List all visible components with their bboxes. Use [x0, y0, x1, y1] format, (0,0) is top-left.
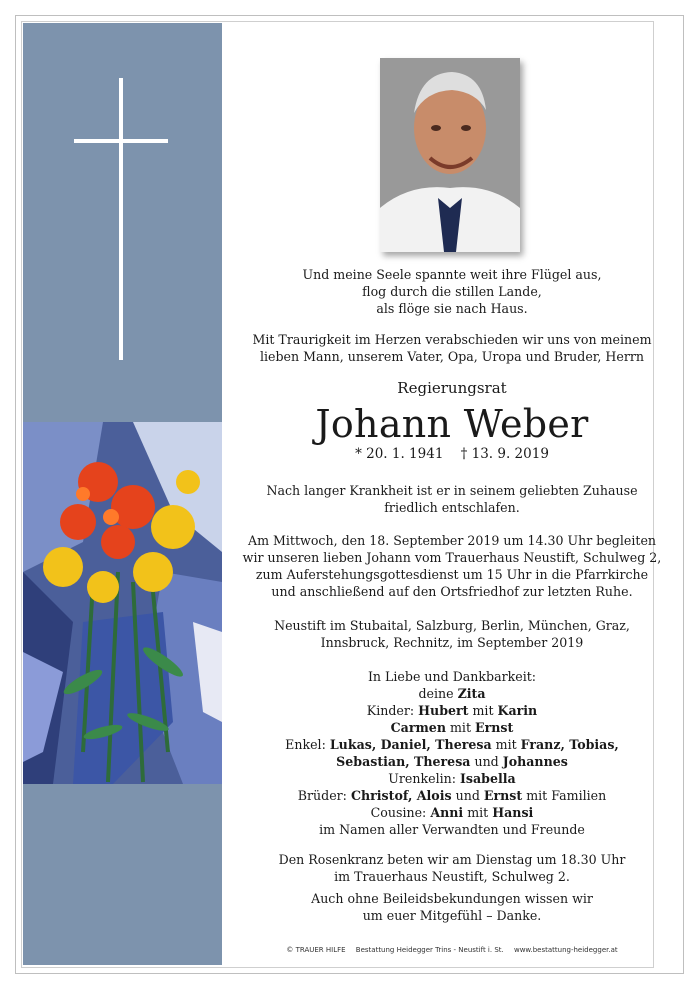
honorific-title: Regierungsrat [397, 379, 507, 397]
mourners-grandchildren-1: Enkel: Lukas, Daniel, Theresa mit Franz, Tobias, [285, 737, 619, 752]
places-line-1: Neustift im Stubaital, Salzburg, Berlin, München, Graz, [274, 618, 630, 633]
intro-block [232, 331, 672, 365]
mourners-great-grandchild: Urenkelin: Isabella [388, 771, 516, 786]
footer-company: Bestattung Heidegger Trins - Neustift i. St. [355, 946, 504, 954]
funeral-line-3: zum Auferstehungsgottesdienst um 15 Uhr in die Pfarrkirche [255, 567, 649, 582]
places-line-2: Innsbruck, Rechnitz, im September 2019 [320, 635, 584, 650]
funeral-line-4: und anschließend auf den Ortsfriedhof zur letzten Ruhe. [271, 584, 633, 599]
cross-icon [119, 78, 123, 360]
footer-brand: © TRAUER HILFE [286, 946, 346, 954]
intro-line-2: lieben Mann, unserem Vater, Opa, Uropa und Bruder, Herrn [259, 349, 645, 364]
mourners-block [232, 668, 672, 838]
mourners-grandchildren-2: Sebastian, Theresa und Johannes [336, 754, 568, 769]
passing-line-2: friedlich entschlafen. [384, 500, 520, 515]
intro-line-1: Mit Traurigkeit im Herzen verabschieden wir uns von meinem [252, 332, 652, 347]
lily-painting [23, 422, 222, 784]
mourners-cousin: Cousine: Anni mit Hansi [370, 805, 534, 820]
passing-block [232, 482, 672, 516]
mourners-children-2: Carmen mit Ernst [390, 720, 514, 735]
mourners-wife: deine Zita [418, 686, 486, 701]
closing-line-1: Auch ohne Beileidsbekundungen wissen wir [311, 891, 593, 906]
footer [232, 946, 672, 954]
rosary-line-2: im Trauerhaus Neustift, Schulweg 2. [334, 869, 570, 884]
passing-line-1: Nach langer Krankheit ist er in seinem geliebten Zuhause [266, 483, 638, 498]
places-block [232, 617, 672, 651]
cross-icon-bar [74, 139, 168, 143]
mourners-closing: im Namen aller Verwandten und Freunde [319, 822, 585, 837]
deceased-name: Johann Weber [315, 402, 589, 446]
funeral-block [232, 532, 672, 600]
mourners-brothers: Brüder: Christof, Alois und Ernst mit Familien [297, 788, 607, 803]
mourners-intro: In Liebe und Dankbarkeit: [367, 669, 537, 684]
footer-url[interactable]: www.bestattung-heidegger.at [513, 946, 618, 954]
portrait-photo [380, 58, 520, 252]
mourners-children-1: Kinder: Hubert mit Karin [366, 703, 538, 718]
funeral-line-2: wir unseren lieben Johann vom Trauerhaus Neustift, Schulweg 2, [242, 550, 662, 565]
rosary-line-1: Den Rosenkranz beten wir am Dienstag um 18.30 Uhr [278, 852, 626, 867]
funeral-line-1: Am Mittwoch, den 18. September 2019 um 14.30 Uhr begleiten [247, 533, 657, 548]
poem-line-1: Und meine Seele spannte weit ihre Flügel aus, [302, 267, 602, 282]
life-dates: * 20. 1. 1941 † 13. 9. 2019 [355, 446, 549, 462]
rosary-block [232, 851, 672, 885]
poem-block [232, 266, 672, 317]
closing-block [232, 890, 672, 924]
poem-line-2: flog durch die stillen Lande, [362, 284, 542, 299]
poem-line-3: als flöge sie nach Haus. [376, 301, 528, 316]
closing-line-2: um euer Mitgefühl – Danke. [362, 908, 542, 923]
